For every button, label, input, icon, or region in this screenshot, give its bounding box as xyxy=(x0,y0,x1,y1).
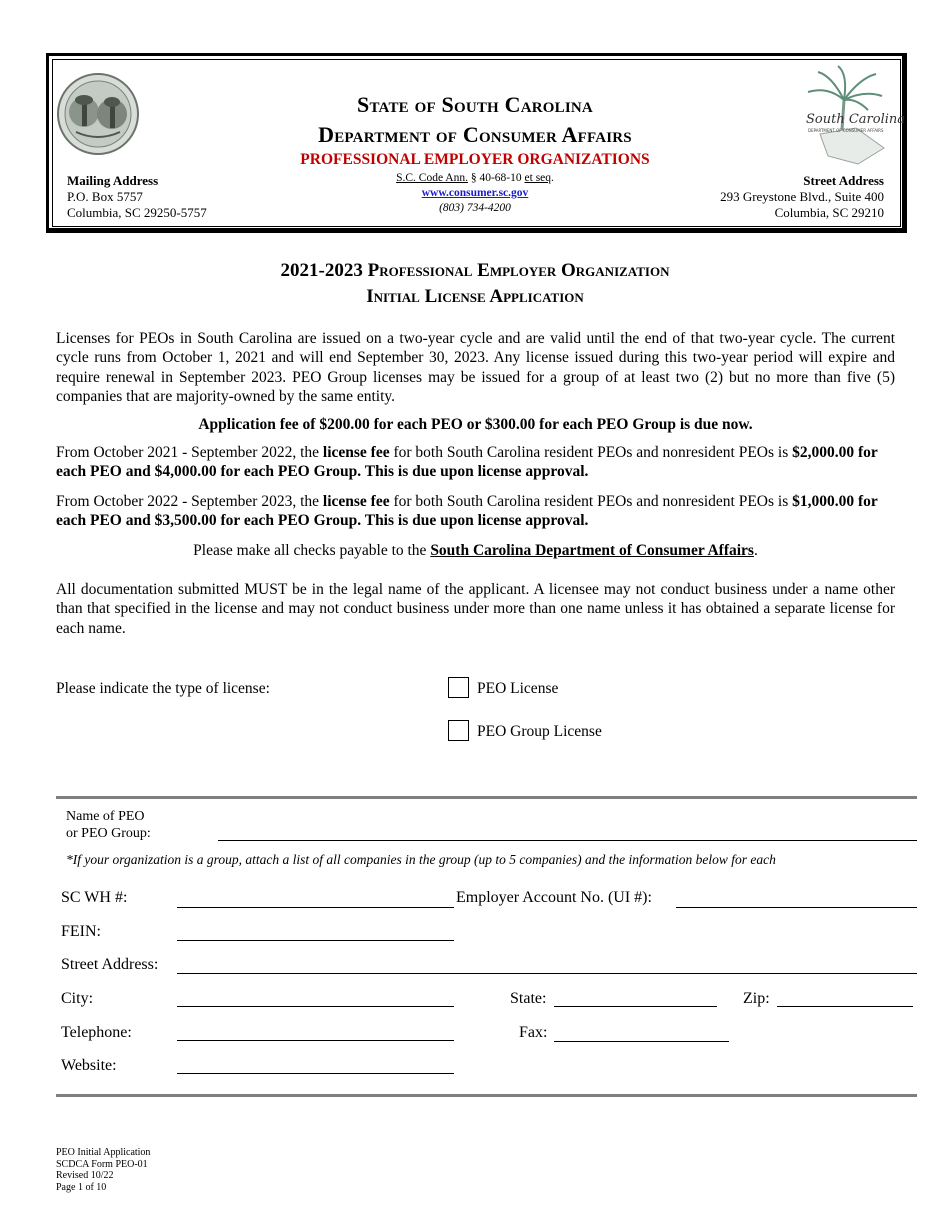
sc-wh-input[interactable] xyxy=(177,907,454,908)
department-title: Department of Consumer Affairs xyxy=(318,122,632,147)
sc-wh-label: SC WH #: xyxy=(61,889,128,906)
state-label: State: xyxy=(510,990,547,1007)
mailing-address-line2: Columbia, SC 29250-5757 xyxy=(67,205,207,220)
footer-line3: Revised 10/22 xyxy=(56,1170,114,1181)
documentation-paragraph: All documentation submitted MUST be in the legal name of the applicant. A licensee may not conduct business under a name other than that specified in the license and may not conduct business under more than one name unless it has obtained a separate license for each name. xyxy=(56,581,895,637)
fee2-mid: for both South Carolina resident PEOs and nonresident PEOs is xyxy=(389,493,793,510)
code-citation-period: . xyxy=(551,172,554,184)
street-address-line1: 293 Greystone Blvd., Suite 400 xyxy=(720,189,884,204)
logo-subtext: DEPARTMENT OF CONSUMER AFFAIRS xyxy=(808,128,884,133)
fee-period-1 xyxy=(56,443,895,482)
website-line xyxy=(300,186,650,201)
section-top-rule xyxy=(56,796,917,799)
phone-number: (803) 734-4200 xyxy=(439,202,511,214)
fee1-label: license fee xyxy=(322,444,390,461)
city-label: City: xyxy=(61,990,94,1007)
street-address-heading: Street Address xyxy=(803,173,884,188)
intro-section xyxy=(56,329,895,407)
fee1-mid: for both South Carolina resident PEOs and nonresident PEOs is xyxy=(389,444,793,461)
checks-prefix: Please make all checks payable to the xyxy=(193,542,431,559)
peo-group-license-checkbox[interactable] xyxy=(448,720,469,741)
fee-period-1-text xyxy=(56,443,895,482)
footer-line1: PEO Initial Application xyxy=(56,1147,151,1158)
peo-group-license-label: PEO Group License xyxy=(477,723,602,740)
state-seal-icon xyxy=(56,72,140,156)
fax-label: Fax: xyxy=(519,1024,548,1041)
documentation-section xyxy=(56,580,895,638)
footer-line2: SCDCA Form PEO-01 xyxy=(56,1158,148,1170)
employer-account-input[interactable] xyxy=(676,907,917,908)
zip-input[interactable] xyxy=(777,1006,913,1007)
name-of-peo-label-line1: Name of PEO xyxy=(66,809,145,824)
street-address-input[interactable] xyxy=(177,973,917,974)
website-link[interactable]: www.consumer.sc.gov xyxy=(421,187,529,199)
form-title-line2: Initial License Application xyxy=(366,286,584,307)
code-citation-prefix: S.C. Code Ann. xyxy=(396,172,468,184)
section-bottom-rule xyxy=(56,1094,917,1097)
peo-license-label: PEO License xyxy=(477,680,559,697)
code-citation xyxy=(300,171,650,186)
code-citation-suffix: et seq xyxy=(524,172,552,184)
name-of-peo-label-line2: or PEO Group: xyxy=(66,826,151,841)
fee2-label: license fee xyxy=(322,493,390,510)
palmetto-logo-icon xyxy=(798,64,906,168)
street-address-line2: Columbia, SC 29210 xyxy=(774,205,884,220)
mailing-address-heading: Mailing Address xyxy=(67,173,159,188)
header-subtitle: PROFESSIONAL EMPLOYER ORGANIZATIONS xyxy=(300,151,650,168)
name-of-peo-input[interactable] xyxy=(218,840,917,841)
form-title-line1: 2021-2023 Professional Employer Organization xyxy=(280,260,670,281)
street-address-label: Street Address: xyxy=(61,956,159,973)
fee1-prefix: From October 2021 - September 2022, the xyxy=(56,444,323,461)
name-of-peo-label xyxy=(66,808,151,842)
fee2-amount: $1,000.00 for each PEO and $3,500.00 for each PEO Group. This is due upon license approval. xyxy=(56,493,878,530)
peo-license-checkbox[interactable] xyxy=(448,677,469,698)
state-input[interactable] xyxy=(554,1006,717,1007)
application-fee-note: Application fee of $200.00 for each PEO or $300.00 for each PEO Group is due now. xyxy=(198,416,753,433)
fee2-prefix: From October 2022 - September 2023, the xyxy=(56,493,323,510)
employer-account-label: Employer Account No. (UI #): xyxy=(456,889,652,906)
mailing-address-line1: P.O. Box 5757 xyxy=(67,189,143,204)
checks-suffix: . xyxy=(753,542,758,559)
fax-input[interactable] xyxy=(554,1041,729,1042)
footer-line4: Page 1 of 10 xyxy=(56,1181,107,1193)
checks-payee: South Carolina Department of Consumer Affairs xyxy=(430,542,754,559)
fein-label: FEIN: xyxy=(61,923,101,940)
fee-period-2 xyxy=(56,492,895,531)
fein-input[interactable] xyxy=(177,940,454,941)
form-footer xyxy=(56,1147,150,1193)
telephone-input[interactable] xyxy=(177,1040,454,1041)
state-title: State of South Carolina xyxy=(357,92,593,117)
website-input[interactable] xyxy=(177,1073,454,1074)
fee1-amount: $2,000.00 for each PEO and $4,000.00 for each PEO Group. This is due upon license approval. xyxy=(56,444,878,481)
website-label: Website: xyxy=(61,1057,117,1074)
intro-paragraph: Licenses for PEOs in South Carolina are issued on a two-year cycle and are valid until the end of that two-year cycle. The current cycle runs from October 1, 2021 and will end September 30, 2023. Any license issued during this two-year period will expire and require renewal in September 2023. PEO Group licenses may be issued for a group of at least two (2) but no more than five (5) companies that are majority-owned by the same entity. xyxy=(56,330,895,406)
telephone-label: Telephone: xyxy=(61,1024,132,1041)
logo-text: South Carolina xyxy=(806,112,906,127)
checks-payable-note xyxy=(56,541,895,560)
street-address-block xyxy=(664,173,884,221)
fee-period-2-text xyxy=(56,492,895,531)
code-citation-section: § 40-68-10 xyxy=(467,172,525,184)
license-type-prompt: Please indicate the type of license: xyxy=(56,680,270,697)
group-note: *If your organization is a group, attach a list of all companies in the group (up to 5 companies) and the information below for each xyxy=(66,852,776,867)
mailing-address xyxy=(67,173,287,221)
zip-label: Zip: xyxy=(743,990,770,1007)
city-input[interactable] xyxy=(177,1006,454,1007)
